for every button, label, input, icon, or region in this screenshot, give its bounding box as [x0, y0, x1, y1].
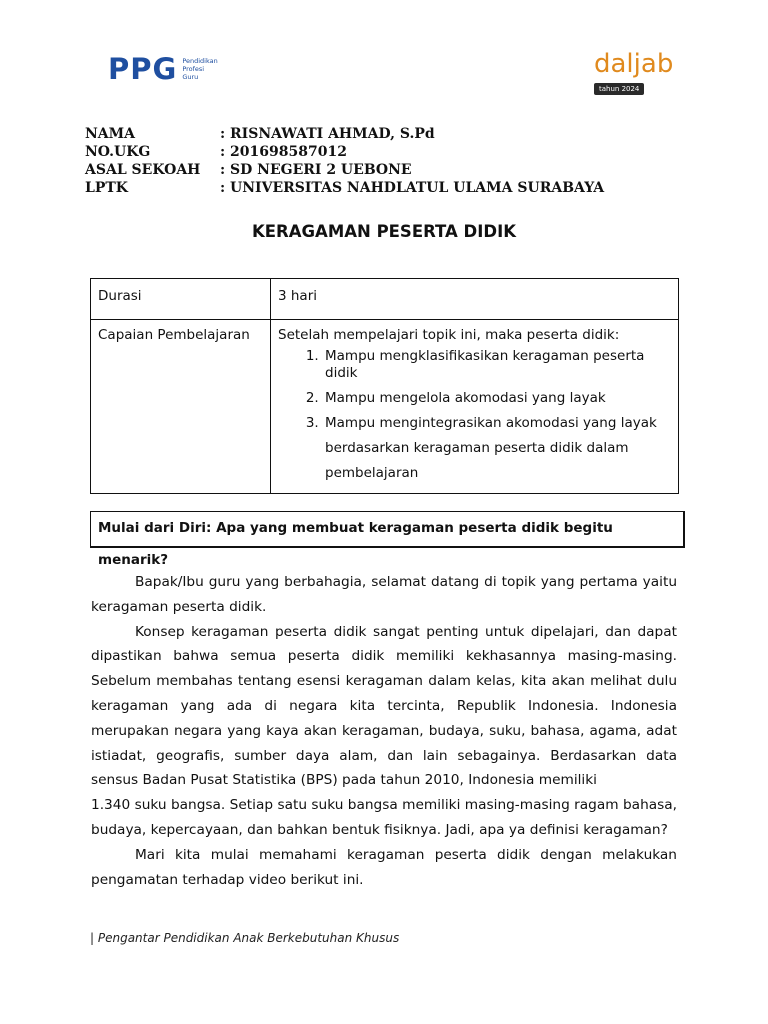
table-row-durasi [91, 279, 679, 320]
capaian-label: Capaian Pembelajaran [91, 320, 271, 494]
identity-block [85, 125, 604, 197]
topic-info-table [90, 278, 679, 494]
paragraph: Bapak/Ibu guru yang berbahagia, selamat datang di topik yang pertama yaitu keragaman peserta didik. [91, 574, 677, 615]
ppg-logo [108, 52, 218, 86]
daljab-logo [594, 50, 674, 96]
ppg-sub-line: Guru [182, 73, 199, 81]
ppg-logo-subtitle [182, 57, 217, 81]
identity-value: : UNIVERSITAS NAHDLATUL ULAMA SURABAYA [220, 180, 605, 196]
durasi-value: 3 hari [271, 279, 679, 320]
identity-row-lptk [85, 179, 604, 197]
identity-value: : SD NEGERI 2 UEBONE [220, 162, 412, 178]
capaian-content [271, 320, 679, 494]
identity-key: NAMA [85, 126, 136, 142]
capaian-lead: Setelah mempelajari topik ini, maka peserta didik: [278, 327, 620, 343]
identity-value: : 201698587012 [220, 144, 347, 160]
daljab-logo-tag: tahun 2024 [594, 83, 644, 95]
identity-key: ASAL SEKOAH [85, 162, 201, 178]
durasi-label: Durasi [91, 279, 271, 320]
identity-row-nama [85, 125, 604, 143]
identity-value: : RISNAWATI AHMAD, S.Pd [220, 126, 435, 142]
identity-row-asal-sekolah [85, 161, 604, 179]
ppg-sub-line: Profesi [182, 65, 205, 73]
ppg-sub-line: Pendidikan [182, 57, 218, 65]
paragraph: Konsep keragaman peserta didik sangat penting untuk dipelajari, dan dapat dipastikan bahwa semua peserta didik memiliki kekhasannya masing-masing. Sebelum membahas tentang esensi keragaman dalam kelas, kita akan melihat dulu keragaman yang ada di negara kita tercinta, Republik Indonesia. Indonesia merupakan negara yang kaya akan keragaman, budaya, suku, bahasa, agama, adat istiadat, geografis, sumber daya alam, dan lain sebagainya. Berdasarkan data sensus Badan Pusat Statistika (BPS) pada tahun 2010, Indonesia memiliki [91, 623, 677, 789]
capaian-list [278, 348, 671, 486]
section-heading-box: Mulai dari Diri: Apa yang membuat keragaman peserta didik begitu menarik? [90, 511, 685, 548]
capaian-item: 2. Mampu mengelola akomodasi yang layak [323, 390, 671, 407]
table-row-capaian [91, 320, 679, 494]
capaian-item: 1. Mampu mengklasifikasikan keragaman peserta didik [323, 348, 671, 382]
capaian-item: 3. Mampu mengintegrasikan akomodasi yang layak berdasarkan keragaman peserta didik dalam pembelajaran [323, 411, 671, 486]
document-title: KERAGAMAN PESERTA DIDIK [251, 222, 517, 241]
page-footer: | Pengantar Pendidikan Anak Berkebutuhan Khusus [90, 931, 400, 945]
ppg-logo-mark: PPG [108, 52, 178, 86]
paragraph: Mari kita mulai memahami keragaman peserta didik dengan melakukan pengamatan terhadap video berikut ini. [91, 846, 677, 888]
daljab-logo-word: daljab [594, 49, 674, 79]
identity-row-noukg [85, 143, 604, 161]
identity-key: NO.UKG [85, 144, 151, 160]
body-text [91, 570, 677, 892]
paragraph: 1.340 suku bangsa. Setiap satu suku bangsa memiliki masing-masing ragam bahasa, budaya, kepercayaan, dan bahkan bentuk fisiknya. Jadi, apa ya definisi keragaman? [91, 797, 677, 838]
identity-key: LPTK [85, 180, 128, 196]
